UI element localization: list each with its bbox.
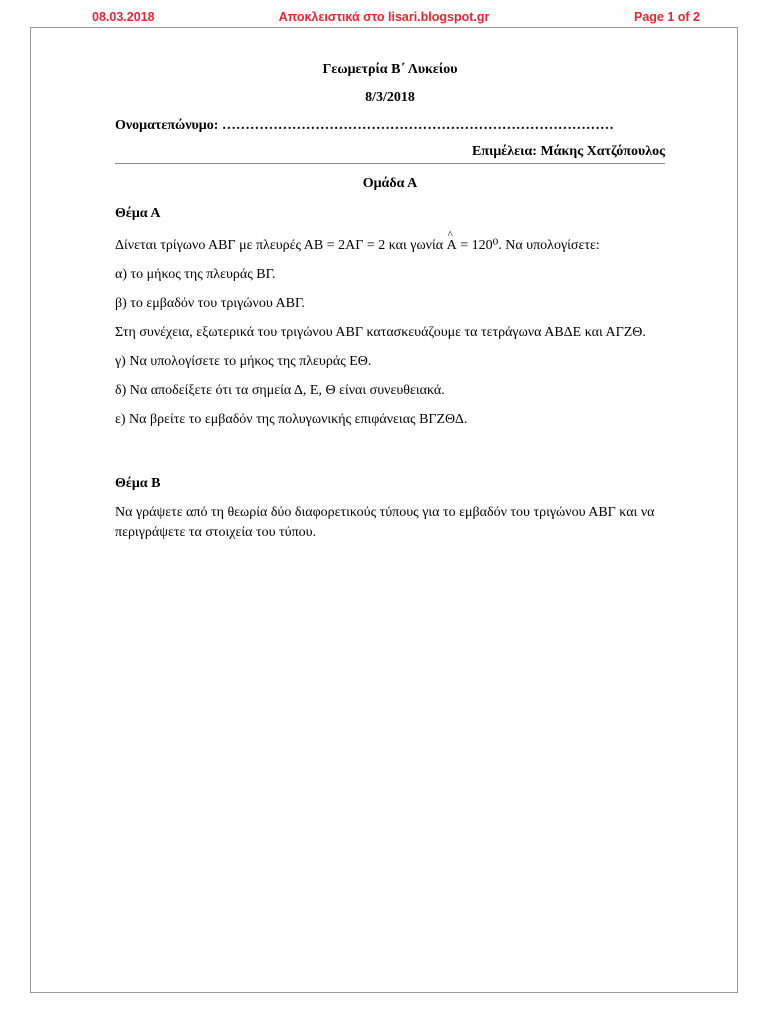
angle-a-symbol: ^ Α <box>447 236 457 256</box>
theme-a-intro: Δίνεται τρίγωνο ΑΒΓ με πλευρές ΑΒ = 2ΑΓ = 2 και γωνία ^ Α = 120⁰. Να υπολογίσετε: <box>115 236 665 256</box>
document-date: 8/3/2018 <box>365 90 415 105</box>
question-d: δ) Να αποδείξετε ότι τα σημεία Δ, Ε, Θ είναι συνευθειακά. <box>115 383 445 398</box>
question-a: α) το μήκος της πλευράς ΒΓ. <box>115 267 276 282</box>
header-source: Αποκλειστικά στο lisari.blogspot.gr <box>278 10 490 24</box>
document-title: Γεωμετρία Β΄ Λυκείου <box>322 62 458 77</box>
page-header <box>0 10 768 28</box>
editor-credit: Επιμέλεια: Μάκης Χατζόπουλος <box>472 144 665 159</box>
theme-a-heading: Θέμα Α <box>115 206 161 221</box>
divider <box>115 163 665 164</box>
document-body <box>115 56 665 543</box>
theme-a-continuation: Στη συνέχεια, εξωτερικά του τριγώνου ΑΒΓ κατασκευάζουμε τα τετράγωνα ΑΒΔΕ και ΑΓΖΘ. <box>115 325 646 340</box>
question-c: γ) Να υπολογίσετε το μήκος της πλευράς ΕΘ. <box>115 354 372 369</box>
question-e: ε) Να βρείτε το εμβαδόν της πολυγωνικής επιφάνειας ΒΓΖΘΔ. <box>115 412 468 427</box>
group-title: Ομάδα Α <box>362 176 418 191</box>
theme-b-heading: Θέμα Β <box>115 476 161 491</box>
theme-b-text: Να γράψετε από τη θεωρία δύο διαφορετικούς τύπους για το εμβαδόν του τριγώνου ΑΒΓ και να περιγράψετε τα στοιχεία του τύπου. <box>115 505 655 540</box>
header-date: 08.03.2018 <box>92 10 155 24</box>
question-b: β) το εμβαδόν του τριγώνου ΑΒΓ. <box>115 296 305 311</box>
header-page-number: Page 1 of 2 <box>634 10 700 24</box>
name-field-line: Ονοματεπώνυμο: ………………………………………………………………………… <box>115 118 614 133</box>
